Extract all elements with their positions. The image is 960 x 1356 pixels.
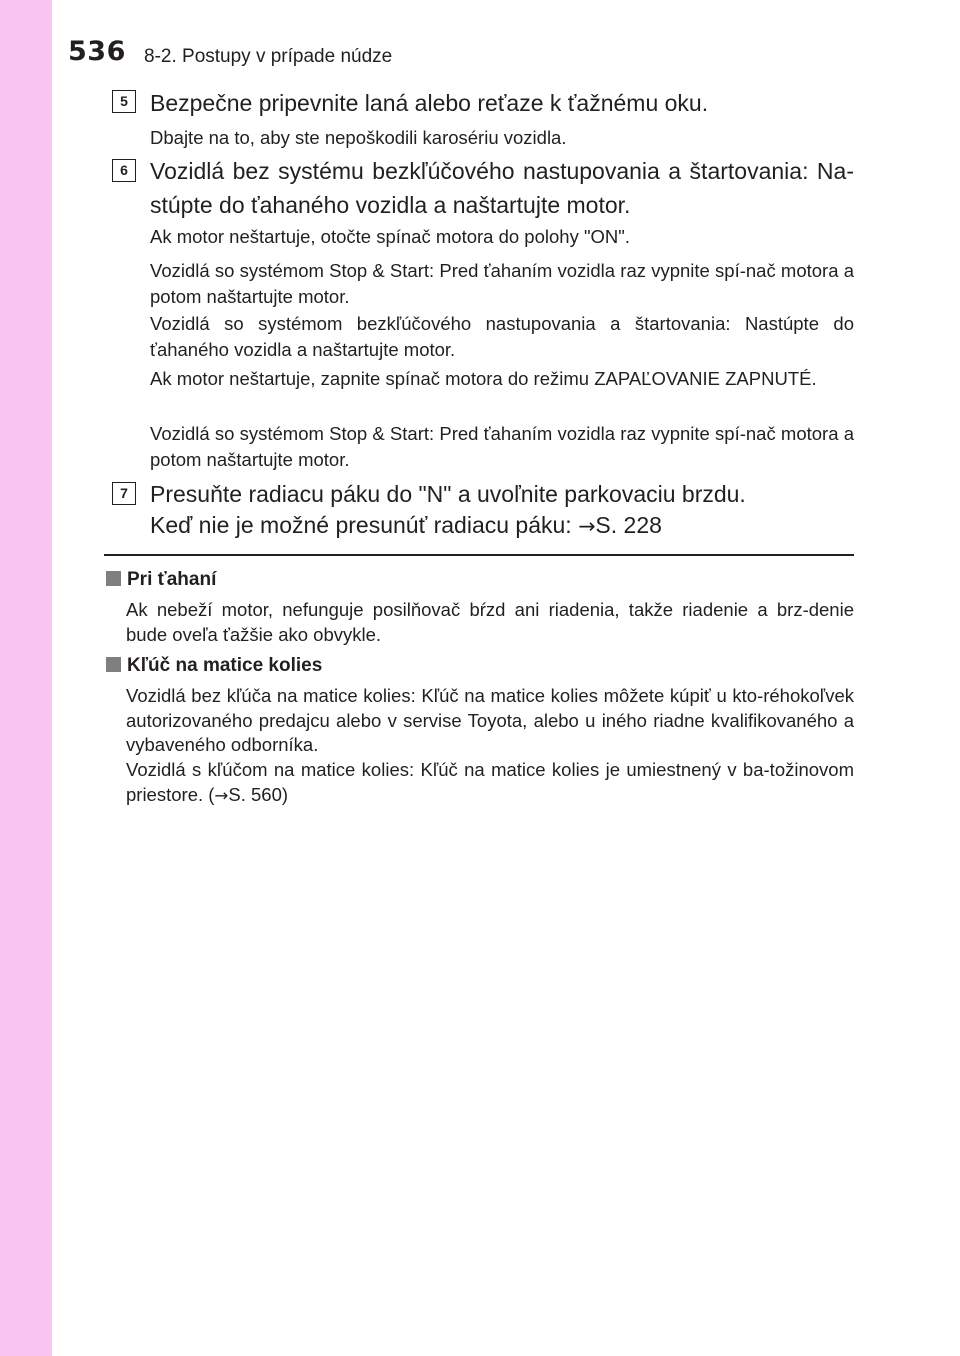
note-heading-wheel-nut-wrench-text: Kľúč na matice kolies — [127, 655, 323, 676]
note-text-towing: Ak nebeží motor, nefunguje posilňovač bŕzd ani riadenia, takže riadenie a brz-denie bude oveľa ťažšie ako obvykle. — [126, 599, 854, 645]
note-text-wheel-nut-wrench-2-prefix: Vozidlá s kľúčom na matice kolies: Kľúč na matice kolies je umiestnený v ba-tožinovom priestore. ( — [126, 759, 854, 805]
step-7-title: Presuňte radiacu páku do "N" a uvoľnite parkovaciu brzdu. — [150, 481, 746, 507]
step-5-title: Bezpečne pripevnite laná alebo reťaze k ťažnému oku. — [150, 90, 709, 116]
note-text-wheel-nut-wrench-1: Vozidlá bez kľúča na matice kolies: Kľúč na matice kolies môžete kúpiť u kto-réhokoľvek autorizovaného predajcu alebo v servise Toyota, alebo u iného riadne kvalifikovaného a vybaveného odborníka. — [126, 685, 854, 755]
note-heading-wheel-nut-wrench — [106, 654, 322, 678]
step-number-5: 5 — [112, 90, 136, 113]
step-number-6: 6 — [112, 159, 136, 182]
square-bullet-icon — [106, 657, 121, 672]
note-page-ref: S. 560 — [228, 783, 282, 805]
square-bullet-icon — [106, 571, 121, 586]
step-7-page-ref: S. 228 — [595, 512, 662, 538]
step-5-note-1: Dbajte na to, aby ste nepoškodili karosériu vozidla. — [150, 127, 567, 148]
step-number-7: 7 — [112, 482, 136, 505]
step-6-title: Vozidlá bez systému bezkľúčového nastupovania a štartovania: Na-stúpte do ťahaného vozidla a naštartujte motor. — [150, 158, 854, 218]
step-6-note-2: Vozidlá so systémom Stop & Start: Pred ťahaním vozidla raz vypnite spí-nač motora a potom naštartujte motor. — [150, 260, 854, 307]
section-title: 8-2. Postupy v prípade núdze — [144, 46, 393, 67]
step-7-ref-text: Keď nie je možné presunúť radiacu páku: — [150, 512, 579, 538]
step-7-title-line2 — [150, 508, 854, 543]
step-6-note-1: Ak motor neštartuje, otočte spínač motora do polohy "ON". — [150, 226, 630, 247]
note-heading-towing — [106, 568, 216, 592]
note-text-wheel-nut-wrench-2 — [126, 758, 854, 808]
note-text-wheel-nut-wrench-2-suffix: ) — [281, 783, 289, 805]
arrow-right-icon: → — [578, 514, 596, 538]
side-tab-bar — [0, 0, 52, 1356]
arrow-right-icon: → — [214, 785, 229, 805]
note-heading-towing-text: Pri ťahaní — [127, 569, 217, 590]
page-number: 536 — [68, 36, 126, 67]
step-6-note-4: Ak motor neštartuje, zapnite spínač motora do režimu ZAPAĽOVANIE ZAPNUTÉ. — [150, 368, 817, 389]
step-6-note-5: Vozidlá so systémom Stop & Start: Pred ťahaním vozidla raz vypnite spí-nač motora a potom naštartujte motor. — [150, 423, 854, 470]
step-6-note-3: Vozidlá so systémom bezkľúčového nastupovania a štartovania: Nastúpte do ťahaného vozidla a naštartujte motor. — [150, 313, 854, 360]
divider — [104, 554, 854, 556]
